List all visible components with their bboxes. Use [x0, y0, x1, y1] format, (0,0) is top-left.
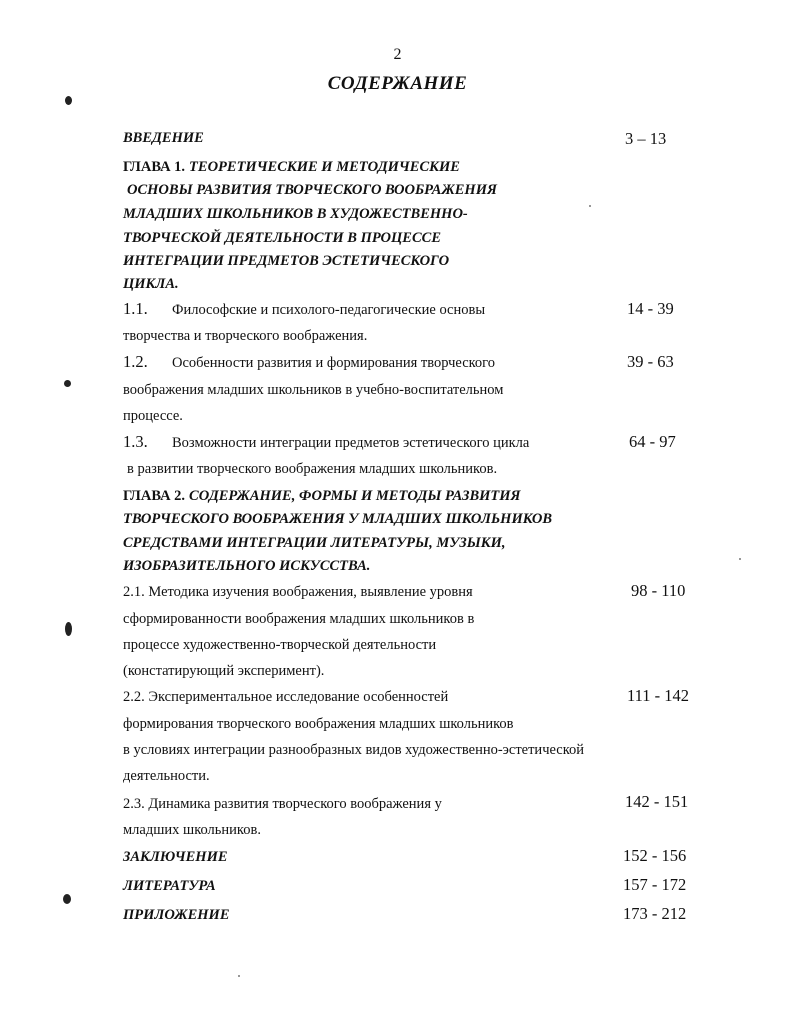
- section-title-line: творчества и творческого воображения.: [123, 328, 368, 344]
- chapter2-title-line: ТВОРЧЕСКОГО ВООБРАЖЕНИЯ У МЛАДШИХ ШКОЛЬНИКОВ: [123, 511, 553, 527]
- section-pages: 14 - 39: [627, 299, 674, 318]
- scan-speck: [589, 205, 591, 207]
- section-pages: 142 - 151: [625, 792, 689, 811]
- chapter1-title-line: ТВОРЧЕСКОЙ ДЕЯТЕЛЬНОСТИ В ПРОЦЕССЕ: [123, 230, 441, 246]
- toc-literature-label: ЛИТЕРАТУРА: [123, 878, 216, 894]
- page-title: СОДЕРЖАНИЕ: [327, 73, 468, 94]
- toc-appendix-pages: 173 - 212: [623, 904, 687, 923]
- chapter1-title-line: МЛАДШИХ ШКОЛЬНИКОВ В ХУДОЖЕСТВЕННО-: [123, 206, 468, 222]
- chapter2-title-line: ИЗОБРАЗИТЕЛЬНОГО ИСКУССТВА.: [123, 558, 371, 574]
- section-title-line: процессе.: [123, 408, 183, 424]
- section-title-line: 2.3. Динамика развития творческого воображения у: [123, 796, 442, 812]
- scan-hole-mark: [65, 96, 72, 105]
- section-pages: 111 - 142: [627, 686, 690, 705]
- chapter2-prefix: ГЛАВА 2.: [123, 488, 186, 504]
- section-number: 1.2.: [123, 352, 148, 371]
- chapter1-heading-line: [123, 158, 460, 176]
- section-title-line: воображения младших школьников в учебно-воспитательном: [123, 382, 504, 398]
- toc-literature-pages: 157 - 172: [623, 875, 687, 894]
- chapter2-title-line: СРЕДСТВАМИ ИНТЕГРАЦИИ ЛИТЕРАТУРЫ, МУЗЫКИ,: [123, 535, 506, 551]
- section-title-line: 2.2. Экспериментальное исследование особенностей: [123, 689, 449, 705]
- section-pages: 98 - 110: [631, 581, 686, 600]
- chapter2-title-line: СОДЕРЖАНИЕ, ФОРМЫ И МЕТОДЫ РАЗВИТИЯ: [189, 488, 521, 504]
- scan-speck: [739, 558, 741, 560]
- section-number: 1.3.: [123, 432, 148, 451]
- page-number: 2: [393, 46, 402, 63]
- section-title-line: 2.1. Методика изучения воображения, выявление уровня: [123, 584, 473, 600]
- scan-hole-mark: [65, 622, 72, 636]
- section-title-line: формирования творческого воображения младших школьников: [123, 716, 514, 732]
- chapter1-prefix: ГЛАВА 1.: [123, 159, 186, 175]
- section-title-line: процессе художественно-творческой деятельности: [123, 637, 437, 653]
- section-title-line: деятельности.: [123, 768, 210, 784]
- scan-hole-mark: [64, 380, 71, 387]
- section-title-line: (констатирующий эксперимент).: [123, 663, 325, 679]
- scan-speck: [238, 975, 240, 977]
- chapter2-heading-line: [123, 487, 521, 505]
- section-title-line: младших школьников.: [123, 822, 261, 838]
- section-number: 1.1.: [123, 299, 148, 318]
- section-title-line: в развитии творческого воображения младших школьников.: [127, 461, 498, 477]
- toc-conclusion-label: ЗАКЛЮЧЕНИЕ: [123, 849, 228, 865]
- section-title-line: Философские и психолого-педагогические основы: [172, 302, 486, 318]
- section-title-line: Особенности развития и формирования творческого: [172, 355, 496, 371]
- toc-conclusion-pages: 152 - 156: [623, 846, 687, 865]
- chapter1-title-line: ТЕОРЕТИЧЕСКИЕ И МЕТОДИЧЕСКИЕ: [189, 159, 460, 175]
- scan-hole-mark: [63, 894, 71, 904]
- toc-intro-label: ВВЕДЕНИЕ: [123, 130, 204, 146]
- section-pages: 39 - 63: [627, 352, 674, 371]
- toc-appendix-label: ПРИЛОЖЕНИЕ: [123, 907, 230, 923]
- section-title-line: сформированности воображения младших школьников в: [123, 611, 475, 627]
- chapter1-title-line: ОСНОВЫ РАЗВИТИЯ ТВОРЧЕСКОГО ВООБРАЖЕНИЯ: [127, 182, 497, 198]
- section-title-line: в условиях интеграции разнообразных видов художественно-эстетической: [123, 742, 585, 758]
- chapter1-title-line: ЦИКЛА.: [123, 276, 179, 292]
- toc-intro-pages: 3 – 13: [625, 129, 667, 148]
- chapter1-title-line: ИНТЕГРАЦИИ ПРЕДМЕТОВ ЭСТЕТИЧЕСКОГО: [123, 253, 450, 269]
- section-pages: 64 - 97: [629, 432, 676, 451]
- section-title-line: Возможности интеграции предметов эстетического цикла: [172, 435, 530, 451]
